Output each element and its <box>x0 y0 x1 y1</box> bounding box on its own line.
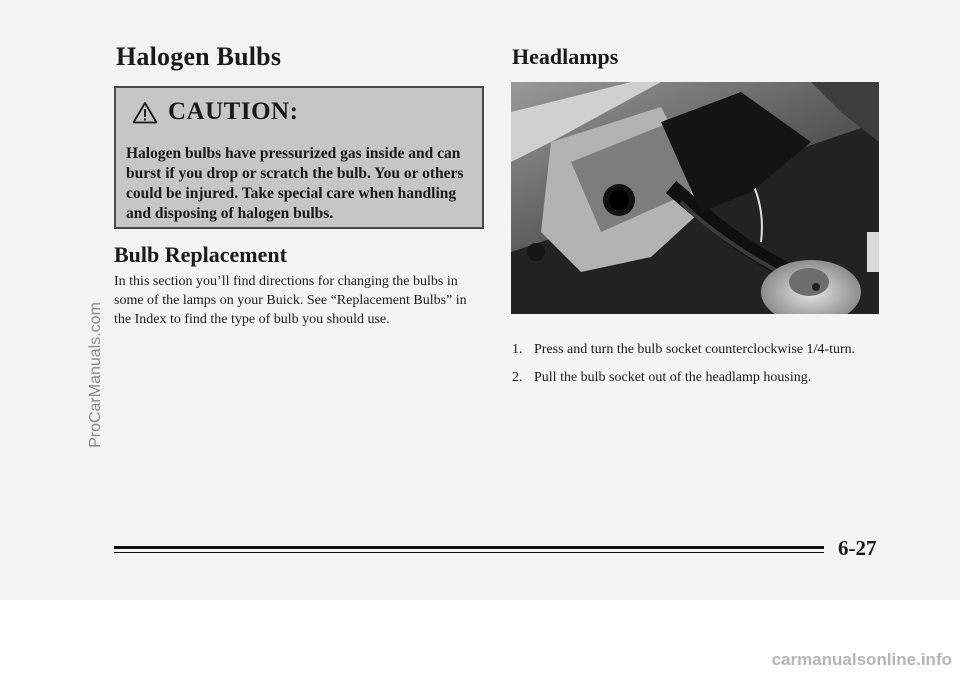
footer-rule-thin <box>114 552 824 553</box>
list-item <box>512 340 892 359</box>
caution-label: CAUTION: <box>168 98 299 125</box>
caution-text: Halogen bulbs have pressurized gas inside and can burst if you drop or scratch the bulb. You or others could be injured. Take special care when handling and disposing of halogen bulbs. <box>126 145 464 222</box>
section-heading-headlamps: Headlamps <box>512 44 619 69</box>
headlamp-photo <box>511 82 879 314</box>
bulb-replacement-paragraph: In this section you’ll find directions for changing the bulbs in some of the lamps on your Buick. See “Replacement Bulbs” in the Index to find the type of bulb you should use. <box>114 274 467 327</box>
footer-rule <box>114 546 824 549</box>
subheading-bulb-replacement: Bulb Replacement <box>114 242 287 267</box>
caution-box <box>114 86 484 229</box>
step-text: Press and turn the bulb socket counterclockwise 1/4-turn. <box>534 342 856 357</box>
list-item <box>512 368 892 387</box>
caution-title <box>132 98 298 126</box>
headlamp-photo-drawing <box>511 82 879 314</box>
page-number: 6-27 <box>838 536 877 560</box>
warning-triangle-icon <box>132 101 158 124</box>
step-text: Pull the bulb socket out of the headlamp housing. <box>534 370 812 385</box>
step-number: 1. <box>512 342 523 357</box>
section-heading-halogen-bulbs: Halogen Bulbs <box>116 42 282 71</box>
step-number: 2. <box>512 370 523 385</box>
watermark: ProCarManuals.com <box>87 302 104 448</box>
footer-site-watermark: carmanualsonline.info <box>771 650 952 669</box>
headlamp-steps-list <box>512 340 892 396</box>
